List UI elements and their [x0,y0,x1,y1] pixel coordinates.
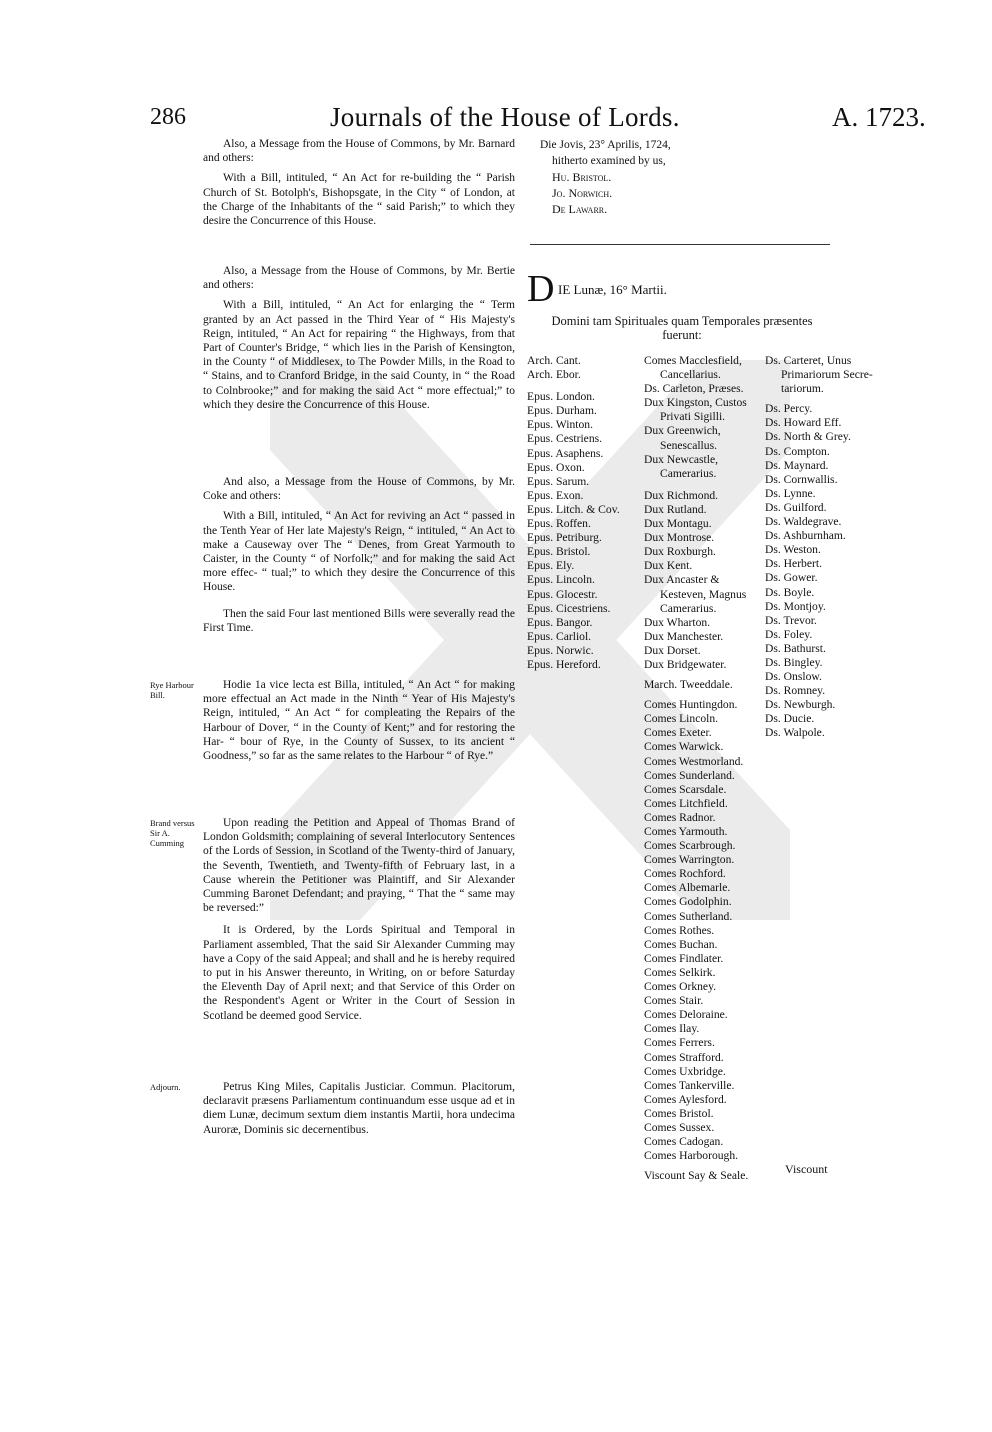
lord-name: Viscount Say & Seale. [644,1169,749,1183]
lord-name: Ds. Maynard. [765,458,829,472]
lords-column-3 [765,354,875,741]
examination-note [540,137,860,217]
lord-name: Comes Bristol. [644,1106,714,1120]
lord-name: March. Tweeddale. [644,678,733,692]
lord-name: Dux Newcastle, [644,452,719,466]
paragraph: It is Ordered, by the Lords Spiritual and Temporal in Parliament assembled, That the said Sir Alexander Cumming may have a Copy of the said Appeal; and shall and he is hereby required to put in his Answer thereunto, in Writing, on or before Saturday the Eleventh Day of April next; and that Service of this Order on the Respondent's Agent or Writer in the Court of Session in Scotland be deemed good Service. [203,924,515,1022]
exam-text: hitherto examined by us, [552,155,666,167]
lord-name: Comes Sutherland. [644,909,733,923]
lord-name: Dux Montrose. [644,531,715,545]
lord-name: Kesteven, Magnus [660,587,747,601]
lord-name: Epus. Asaphens. [527,446,604,460]
lord-name: Dux Richmond. [644,488,719,502]
lord-name: Comes Radnor. [644,810,716,824]
lord-name: Ds. Guilford. [765,500,827,514]
paragraph: Upon reading the Petition and Appeal of Thomas Brand of London Goldsmith; complaining of several Interlocutory Sentences of the Lords of Session, in Scotland of the Twenty-third of January, the Seventh, Twentieth, and Twenty-fifth of February last, in a Cause wherein the Petitioner was Plaintiff, and Sir Alexander Cumming Baronet Defendant; and praying, “ That the “ same may be reversed:” [203,817,515,915]
lord-name: Comes Findlater. [644,951,724,965]
lord-name: Comes Buchan. [644,937,718,951]
lord-name: Comes Cadogan. [644,1135,724,1149]
margin-note: Rye Harbour Bill. [150,680,194,700]
lord-name: Ds. Percy. [765,402,813,416]
lord-name: Ds. Ashburnham. [765,529,846,543]
lord-name: Dux Ancaster & [644,573,720,587]
lord-name: Comes Warrington. [644,853,735,867]
lord-name: Ds. Boyle. [765,585,815,599]
page-year: A. 1723. [832,102,926,132]
lord-name: tariorum. [781,382,824,396]
lord-name: Comes Rochford. [644,867,726,881]
lord-name: Ds. Compton. [765,444,830,458]
lord-name: Epus. Bangor. [527,615,593,629]
lord-name: Ds. Cornwallis. [765,472,838,486]
adjournment [203,1080,515,1137]
lord-name: Ds. Gower. [765,571,818,585]
lord-name: Comes Tankerville. [644,1078,735,1092]
lord-name: Ds. Romney. [765,684,826,698]
lord-name: Epus. Hereford. [527,657,601,671]
exam-date: Die Jovis, 23° Aprilis, 1724, [540,139,671,151]
lord-name: Ds. Walpole. [765,726,825,740]
lord-name: Ds. Newburgh. [765,698,836,712]
message-coke [203,475,515,635]
lord-name: Primariorum Secre- [781,368,873,382]
margin-note: Brand versus Sir A. Cumming [150,818,195,848]
lord-name: Epus. Carliol. [527,629,592,643]
lord-name: Dux Manchester. [644,629,724,643]
lord-name: Comes Macclesfield, [644,354,742,367]
lord-name: Comes Rothes. [644,923,715,937]
lord-name: Arch. Cant. [527,354,581,367]
lord-name: Ds. North & Grey. [765,430,851,444]
lord-name: Dux Greenwich, [644,424,721,438]
lord-name: Ds. Herbert. [765,557,822,571]
lord-name: Comes Scarsdale. [644,782,727,796]
lord-name: Epus. Exon. [527,488,584,502]
lord-name: Dux Kent. [644,559,693,573]
catchword: Viscount [785,1162,828,1176]
lord-name: Comes Huntingdon. [644,698,738,712]
lord-name: Comes Westmorland. [644,754,744,768]
message-bertie [203,264,515,412]
lord-name: Epus. London. [527,390,595,404]
lord-name: Ds. Foley. [765,627,813,641]
page-number: 286 [150,104,186,130]
lord-name: Ds. Howard Eff. [765,416,842,430]
signature: Jo. Norwich. [552,186,613,200]
lord-name: Camerarius. [660,466,717,480]
brand-appeal [203,816,515,1023]
lord-name: Ds. Montjoy. [765,599,826,613]
divider [530,244,830,245]
paragraph: Petrus King Miles, Capitalis Justiciar. Commun. Placitorum, declaravit præsens Parliamentum continuandum esse usque ad et in diem Lunæ, decimum sextum diem instantis Martii, hora undecima Auroræ, Dominis sic decernentibus. [203,1081,515,1136]
attendance-heading: Domini tam Spirituales quam Temporales præsentes fuerunt: [551,314,813,342]
lord-name: Dux Kingston, Custos [644,396,747,410]
lord-name: Epus. Ely. [527,559,575,573]
lord-name: Comes Godolphin. [644,895,732,909]
signature: Hu. Bristol. [552,170,612,184]
lord-name: Dux Montagu. [644,517,712,531]
lord-name: Epus. Winton. [527,418,593,432]
lord-name: Epus. Cestriens. [527,432,603,446]
lord-name: Comes Scarbrough. [644,839,736,853]
lord-name: Comes Warwick. [644,740,724,754]
paragraph: Hodie 1a vice lecta est Billa, intituled, “ An Act “ for making more effectual an Act made in the Ninth “ Year of His Majesty's Reign, intituled, “ An Act “ for compleating the Repairs of the Harbour of Dover, “ in the County of Kent;” and for restoring the Har- “ bour of Rye, in the County of Sussex, to its ancient “ Goodness,” so far as the same relates to the Harbour “ of Rye.” [203,679,515,763]
lord-name: Comes Ferrers. [644,1036,715,1050]
lord-name: Dux Rutland. [644,502,707,516]
date-heading: IE Lunæ, 16° Martii. [558,282,667,297]
lord-name: Cancellarius. [660,368,721,382]
paragraph: Then the said Four last mentioned Bills were severally read the First Time. [203,607,515,634]
lord-name: Comes Deloraine. [644,1008,728,1022]
lord-name: Ds. Waldegrave. [765,515,842,529]
lord-name: Comes Yarmouth. [644,825,728,838]
lord-name: Epus. Petriburg. [527,531,602,545]
lord-name: Ds. Ducie. [765,712,815,726]
margin-note: Adjourn. [150,1082,181,1092]
drop-cap: D [527,268,555,310]
lord-name: Dux Dorset. [644,643,701,657]
lord-name: Dux Bridgewater. [644,657,727,671]
lord-name: Comes Uxbridge. [644,1064,726,1078]
lord-name: Comes Albemarle. [644,881,731,895]
lord-name: Ds. Onslow. [765,670,822,684]
lord-name: Epus. Norwic. [527,643,594,657]
lord-name: Ds. Bingley. [765,655,823,669]
lord-name: Ds. Carteret, Unus [765,354,852,367]
lord-name: Comes Sussex. [644,1120,715,1134]
lord-name: Epus. Bristol. [527,545,591,559]
lord-name: Privati Sigilli. [660,410,726,424]
lord-name: Epus. Cicestriens. [527,601,611,615]
paragraph: With a Bill, intituled, “ An Act for re-building the “ Parish Church of St. Botolph's, Bishopsgate, in the City “ of London, at the Charge of the Inhabitants of the “ said Parish;” to which they desire the Concurrence of this House. [203,172,515,228]
lords-column-2 [644,354,768,1183]
lord-name: Comes Litchfield. [644,796,728,810]
lord-name: Comes Stair. [644,994,704,1008]
lord-name: Epus. Lincoln. [527,573,595,587]
lord-name: Epus. Sarum. [527,474,590,488]
lord-name: Ds. Bathurst. [765,641,826,655]
lord-name: Epus. Litch. & Cov. [527,502,620,516]
paragraph: Also, a Message from the House of Commons, by Mr. Barnard and others: [203,138,515,165]
paragraph: And also, a Message from the House of Commons, by Mr. Coke and others: [203,476,515,503]
lord-name: Epus. Oxon. [527,460,585,474]
lord-name: Comes Aylesford. [644,1092,727,1106]
lord-name: Dux Wharton. [644,615,711,629]
paragraph: With a Bill, intituled, “ An Act for reviving an Act “ passed in the Tenth Year of Her late Majesty's Reign, “ intituled, “ An Act to make a Causeway over The “ Denes, from Great Yarmouth to Caister, in the County “ of Norfolk;” and for making the said Act more effec- “ tual;” to which they desire the Concurrence of this House. [203,510,515,594]
lord-name: Senescallus. [660,438,717,452]
lord-name: Comes Strafford. [644,1050,724,1064]
lord-name: Camerarius. [660,601,717,615]
signature: De Lawarr. [552,202,608,216]
lord-name: Dux Roxburgh. [644,545,716,559]
spacer [644,481,768,489]
paragraph: With a Bill, intituled, “ An Act for enlarging the “ Term granted by an Act passed in the Third Year of “ His Majesty's Reign, intituled, “ An Act for repairing “ the Highways, from that Part of Counter's Bridge, “ which lies in the Parish of Kensington, in the County “ of Middlesex, to The Powder Mills, in the Road to “ Stains, and to Cranford Bridge, in the said County, in “ the Road to Colnbrooke;” and for making the said Act “ more effectual;” to which they desire the Concurrence of this House. [203,299,515,411]
lords-column-1 [527,354,645,672]
lord-name: Comes Exeter. [644,726,712,740]
lord-name: Comes Orkney. [644,980,717,994]
lord-name: Comes Lincoln. [644,712,719,726]
lord-name: Ds. Lynne. [765,486,816,500]
lord-name: Comes Ilay. [644,1022,700,1036]
lord-name: Epus. Durham. [527,404,597,418]
lord-name: Ds. Trevor. [765,613,817,627]
lord-name: Ds. Weston. [765,543,821,557]
lord-name: Comes Sunderland. [644,768,735,782]
lord-name: Arch. Ebor. [527,368,581,382]
lord-name: Epus. Roffen. [527,517,591,531]
lord-name: Ds. Carleton, Præses. [644,382,744,396]
paragraph: Also, a Message from the House of Commons, by Mr. Bertie and others: [203,265,515,292]
page-title: Journals of the House of Lords. [330,102,680,132]
lord-name: Epus. Glocestr. [527,587,598,601]
rye-harbour-bill [203,678,515,763]
message-barnard [203,137,515,228]
lord-name: Comes Harborough. [644,1149,739,1163]
lord-name: Comes Selkirk. [644,965,716,979]
